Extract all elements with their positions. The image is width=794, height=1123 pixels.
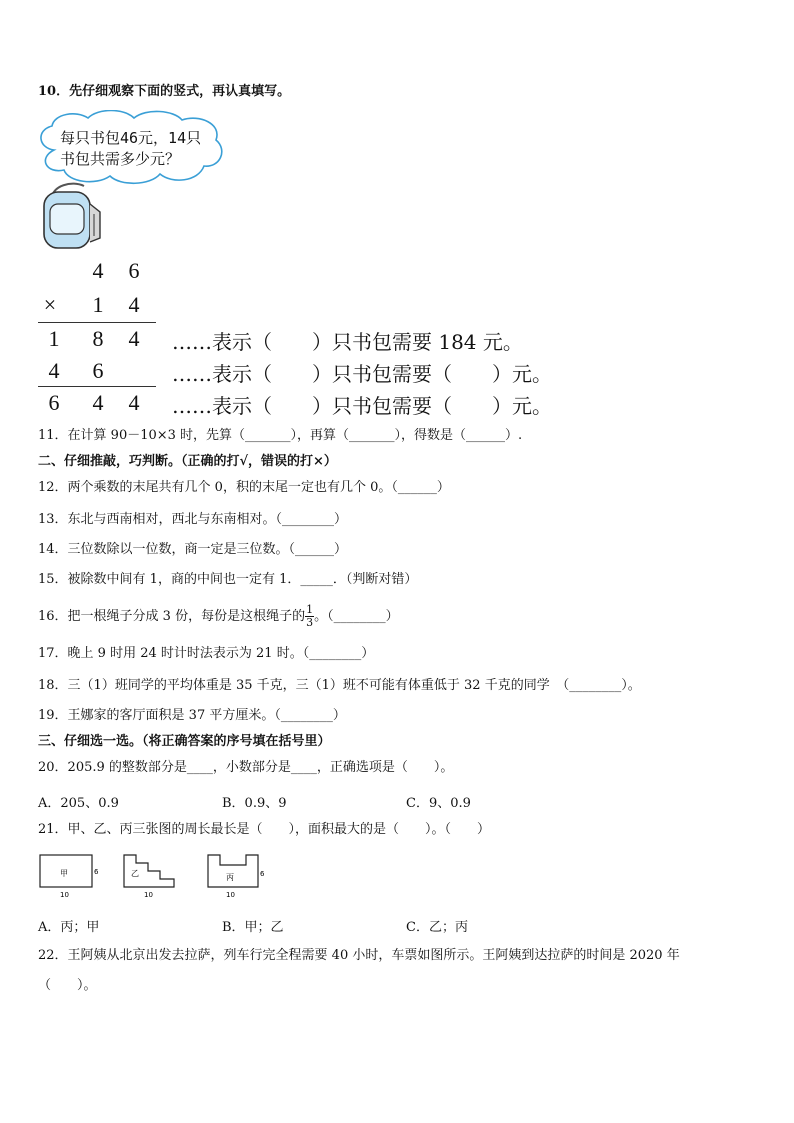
q19: 19．王娜家的客厅面积是 37 平方厘米。（________） xyxy=(38,708,346,723)
section-3-heading: 三、仔细选一选。（将正确答案的序号填在括号里） xyxy=(38,734,331,749)
q20-option-c: C．9、0.9 xyxy=(406,796,471,811)
bubble-text: 每只书包46元，14只 书包共需多少元？ xyxy=(60,129,202,168)
svg-text:10: 10 xyxy=(60,891,69,899)
calc-rule-2 xyxy=(38,386,156,387)
q21-option-c: C．乙；丙 xyxy=(406,920,468,935)
q17: 17．晚上 9 时用 24 时计时法表示为 21 时。（________） xyxy=(38,646,375,661)
calc-rule-1 xyxy=(38,322,156,323)
figure-jia xyxy=(38,852,108,900)
q21-stem: 21．甲、乙、丙三张图的周长最长是（ ），面积最大的是（ ）。（ ） xyxy=(38,822,491,837)
q20-option-b: B．0.9、9 xyxy=(222,796,287,811)
q21-option-b: B．甲；乙 xyxy=(222,920,284,935)
svg-text:10: 10 xyxy=(226,891,235,899)
svg-text:10: 10 xyxy=(144,891,153,899)
q10-title: 10．先仔细观察下面的竖式，再认真填写。 xyxy=(38,84,291,99)
q15: 15．被除数中间有 1，商的中间也一定有 1．_____．（判断对错） xyxy=(38,572,418,587)
figure-yi xyxy=(122,852,192,900)
q11: 11．在计算 90－10×3 时，先算（_______），再算（_______），得数是（______）. xyxy=(38,428,523,443)
fraction: $\frac{1}{3}$ xyxy=(306,603,314,629)
backpack-icon xyxy=(38,182,108,252)
section-2-heading: 二、仔细推敲，巧判断。（正确的打√，错误的打×） xyxy=(38,454,337,469)
q13: 13．东北与西南相对，西北与东南相对。（________） xyxy=(38,512,348,527)
note-line-2: ……表示（ ）只书包需要（ ）元。 xyxy=(172,362,552,386)
svg-text:甲: 甲 xyxy=(60,869,68,878)
q22-line-1: 22．王阿姨从北京出发去拉萨，列车行完全程需要 40 小时，车票如图所示。王阿姨到达拉萨的时间是 2020 年 xyxy=(38,948,680,963)
q21-option-a: A．丙；甲 xyxy=(38,920,100,935)
q12: 12．两个乘数的末尾共有几个 0，积的末尾一定也有几个 0。（______） xyxy=(38,480,450,495)
q18: 18．三（1）班同学的平均体重是 35 千克，三（1）班不可能有体重低于 32 千克的同学 （________）。 xyxy=(38,678,641,693)
svg-text:乙: 乙 xyxy=(131,869,139,878)
note-line-3: ……表示（ ）只书包需要（ ）元。 xyxy=(172,394,552,418)
note-line-1: ……表示（ ）只书包需要 184 元。 xyxy=(172,330,523,354)
svg-text:丙: 丙 xyxy=(226,873,234,882)
svg-text:6: 6 xyxy=(260,870,265,878)
q20-stem: 20．205.9 的整数部分是____，小数部分是____，正确选项是（ ）。 xyxy=(38,760,454,775)
q20-option-a: A．205、0.9 xyxy=(38,796,119,811)
q22-line-2: （ ）。 xyxy=(38,978,97,993)
q14: 14．三位数除以一位数，商一定是三位数。（______） xyxy=(38,542,348,557)
figure-bing xyxy=(206,852,276,900)
svg-text:6: 6 xyxy=(94,868,99,876)
q16: 16．把一根绳子分成 3 份，每份是这根绳子的 $\frac{1}{3}$ 。（________） xyxy=(38,603,399,629)
